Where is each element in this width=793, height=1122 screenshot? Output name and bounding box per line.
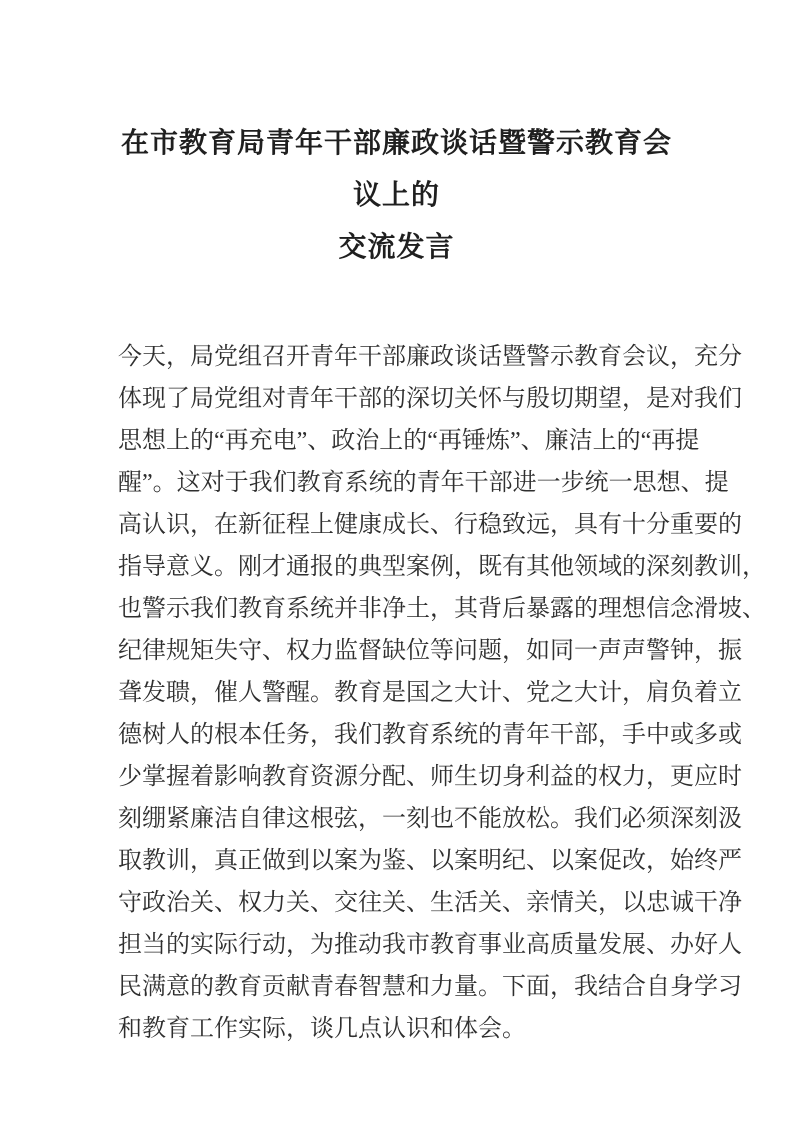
body-text-line: 聋发聩，催人警醒。教育是国之大计、党之大计，肩负着立 [118, 680, 742, 706]
body-text-line: 今天，局党组召开青年干部廉政谈话暨警示教育会议，充分 [118, 344, 742, 370]
document-content [118, 0, 766, 1050]
body-text-line: 取教训，真正做到以案为鉴、以案明纪、以案促改，始终严 [118, 848, 742, 874]
document-title-line-1: 在市教育局青年干部廉政谈话暨警示教育会议上的 [120, 128, 672, 211]
body-text-line: 体现了局党组对青年干部的深切关怀与殷切期望，是对我们 [118, 386, 742, 412]
body-text-line: 少掌握着影响教育资源分配、师生切身利益的权力，更应时 [118, 764, 742, 790]
body-text-line: 思想上的“再充电”、政治上的“再锤炼”、廉洁上的“再提 [118, 428, 700, 454]
body-text-line: 高认识，在新征程上健康成长、行稳致远，具有十分重要的 [118, 512, 742, 538]
body-text-line: 和教育工作实际，谈几点认识和体会。 [118, 1016, 526, 1042]
body-text-line: 醒”。这对于我们教育系统的青年干部进一步统一思想、提 [118, 470, 729, 496]
body-text-line: 民满意的教育贡献青春智慧和力量。下面，我结合自身学习 [118, 974, 742, 1000]
body-text-line: 守政治关、权力关、交往关、生活关、亲情关，以忠诚干净 [118, 890, 742, 916]
body-text-line: 纪律规矩失守、权力监督缺位等问题，如同一声声警钟，振 [118, 638, 742, 664]
body-text-line: 担当的实际行动，为推动我市教育事业高质量发展、办好人 [118, 932, 742, 958]
body-text-line: 德树人的根本任务，我们教育系统的青年干部，手中或多或 [118, 722, 742, 748]
body-text-line: 也警示我们教育系统并非净土，其背后暴露的理想信念滑坡、 [118, 596, 766, 622]
body-paragraph [118, 336, 766, 1050]
document-title-line-2: 交流发言 [338, 232, 455, 263]
document-title [118, 118, 675, 274]
body-text-line: 刻绷紧廉洁自律这根弦，一刻也不能放松。我们必须深刻汲 [118, 806, 742, 832]
body-text-line: 指导意义。刚才通报的典型案例，既有其他领域的深刻教训， [118, 554, 766, 580]
